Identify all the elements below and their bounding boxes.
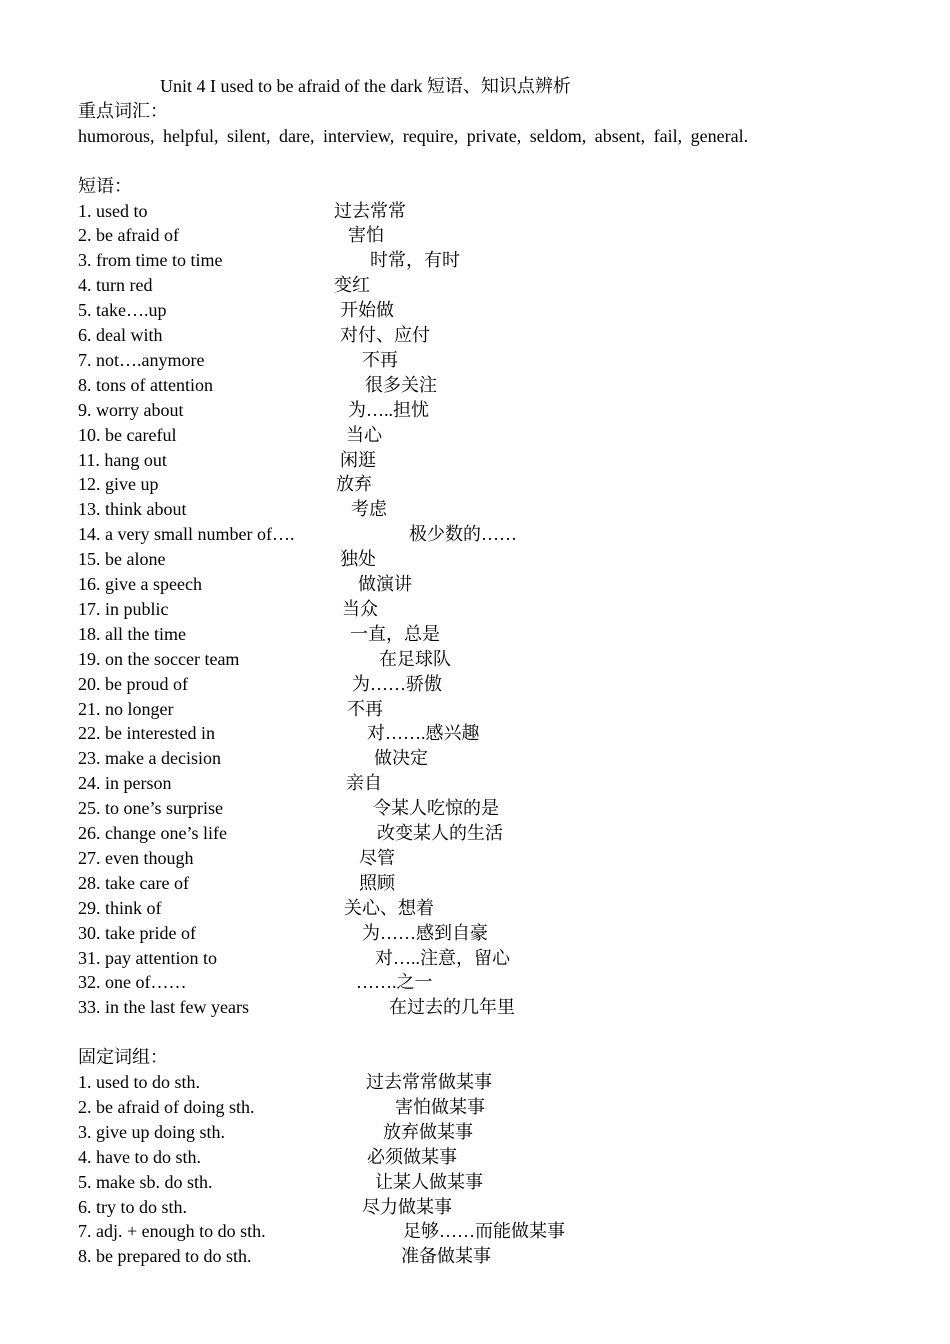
phrase-chinese: 对付、应付 (340, 325, 430, 345)
phrase-chinese: 亲自 (346, 773, 382, 794)
phrase-english: 13. think about (78, 499, 187, 520)
phrase-english: 25. to one’s surprise (78, 798, 223, 819)
phrase-chinese: 令某人吃惊的是 (373, 798, 499, 819)
phrase-english: 7. not….anymore (78, 349, 205, 370)
phrase-chinese: 一直，总是 (350, 623, 440, 644)
fixed-phrase-english: 4. have to do sth. (78, 1146, 201, 1167)
phrase-english: 5. take….up (78, 300, 167, 321)
phrase-english: 16. give a speech (78, 574, 202, 594)
fixed-phrase-chinese: 让某人做某事 (375, 1171, 483, 1192)
fixed-phrase-english: 2. be afraid of doing sth. (78, 1096, 255, 1117)
phrase-english: 10. be careful (78, 424, 177, 445)
fixed-phrase-english: 8. be prepared to do sth. (78, 1246, 252, 1267)
phrase-chinese: 对…….感兴趣 (367, 723, 480, 744)
phrase-chinese: 为……感到自豪 (362, 922, 488, 943)
fixed-phrase-english: 3. give up doing sth. (78, 1121, 225, 1142)
phrase-english: 18. all the time (78, 623, 186, 644)
vocab-heading: 重点词汇： (78, 101, 168, 121)
phrase-chinese: 变红 (334, 275, 370, 296)
phrase-chinese: 当众 (342, 598, 378, 619)
phrase-english: 6. deal with (78, 325, 163, 345)
phrase-chinese: 照顾 (359, 872, 395, 893)
fixed-phrase-english: 5. make sb. do sth. (78, 1171, 213, 1192)
phrase-english: 23. make a decision (78, 748, 221, 769)
phrase-english: 32. one of…… (78, 972, 187, 993)
phrase-english: 21. no longer (78, 698, 174, 719)
fixed-phrase-chinese: 尽力做某事 (362, 1196, 452, 1217)
phrase-english: 15. be alone (78, 549, 166, 570)
phrase-chinese: 放弃 (336, 474, 372, 495)
phrase-chinese: …….之一 (356, 972, 433, 993)
phrase-chinese: 闲逛 (340, 449, 376, 470)
phrase-english: 17. in public (78, 598, 169, 619)
phrase-chinese: 当心 (346, 424, 382, 445)
phrase-chinese: 对…..注意，留心 (375, 947, 510, 968)
phrase-english: 3. from time to time (78, 250, 223, 271)
phrase-english: 27. even though (78, 847, 194, 868)
phrase-chinese: 不再 (362, 349, 398, 370)
phrase-chinese: 不再 (347, 698, 383, 719)
fixed-phrase-chinese: 必须做某事 (367, 1146, 457, 1167)
phrase-chinese: 考虑 (351, 499, 387, 520)
phrase-english: 30. take pride of (78, 922, 196, 943)
phrase-english: 22. be interested in (78, 723, 215, 744)
phrase-english: 11. hang out (78, 449, 167, 470)
phrase-chinese: 害怕 (348, 225, 384, 246)
fixed-heading: 固定词组： (78, 1047, 168, 1067)
phrase-chinese: 过去常常 (334, 200, 406, 221)
phrase-english: 31. pay attention to (78, 947, 217, 968)
fixed-phrase-chinese: 害怕做某事 (395, 1096, 485, 1117)
phrase-chinese: 很多关注 (365, 374, 437, 395)
phrase-chinese: 在足球队 (379, 648, 451, 669)
phrase-chinese: 为…..担忧 (348, 399, 429, 420)
phrase-chinese: 在过去的几年里 (389, 997, 515, 1018)
phrase-english: 29. think of (78, 897, 162, 918)
phrase-english: 2. be afraid of (78, 225, 179, 246)
phrase-english: 12. give up (78, 474, 159, 495)
phrase-chinese: 独处 (340, 549, 376, 570)
fixed-phrase-chinese: 准备做某事 (401, 1246, 491, 1267)
fixed-phrase-english: 6. try to do sth. (78, 1196, 188, 1217)
page-title: Unit 4 I used to be afraid of the dark 短语、知识点辨析 (160, 76, 571, 96)
vocab-words: humorous, helpful, silent, dare, interview, require, private, seldom, absent, fail, general. (78, 126, 749, 146)
phrase-english: 1. used to (78, 200, 148, 221)
phrase-english: 19. on the soccer team (78, 648, 240, 669)
fixed-phrase-english: 7. adj. + enough to do sth. (78, 1221, 266, 1242)
phrase-chinese: 做决定 (374, 748, 428, 769)
phrase-english: 8. tons of attention (78, 374, 213, 395)
phrase-chinese: 时常，有时 (370, 250, 460, 271)
phrase-english: 14. a very small number of…. (78, 524, 295, 545)
phrase-chinese: 为……骄傲 (352, 673, 442, 694)
fixed-phrase-english: 1. used to do sth. (78, 1072, 201, 1092)
phrase-english: 28. take care of (78, 872, 189, 893)
fixed-phrase-chinese: 足够……而能做某事 (403, 1221, 565, 1242)
phrase-chinese: 改变某人的生活 (377, 823, 503, 843)
phrase-chinese: 开始做 (340, 300, 394, 321)
fixed-phrase-chinese: 放弃做某事 (383, 1121, 473, 1142)
phrase-english: 26. change one’s life (78, 823, 227, 843)
phrase-english: 33. in the last few years (78, 997, 249, 1018)
phrase-english: 24. in person (78, 773, 172, 794)
phrase-english: 20. be proud of (78, 673, 188, 694)
phrase-chinese: 做演讲 (358, 574, 412, 594)
phrase-chinese: 极少数的…… (409, 524, 517, 545)
fixed-phrase-chinese: 过去常常做某事 (366, 1072, 492, 1092)
phrases-heading: 短语： (78, 176, 132, 196)
phrase-chinese: 尽管 (359, 847, 395, 868)
phrase-english: 9. worry about (78, 399, 184, 420)
phrase-chinese: 关心、想着 (344, 897, 434, 918)
phrase-english: 4. turn red (78, 275, 153, 296)
